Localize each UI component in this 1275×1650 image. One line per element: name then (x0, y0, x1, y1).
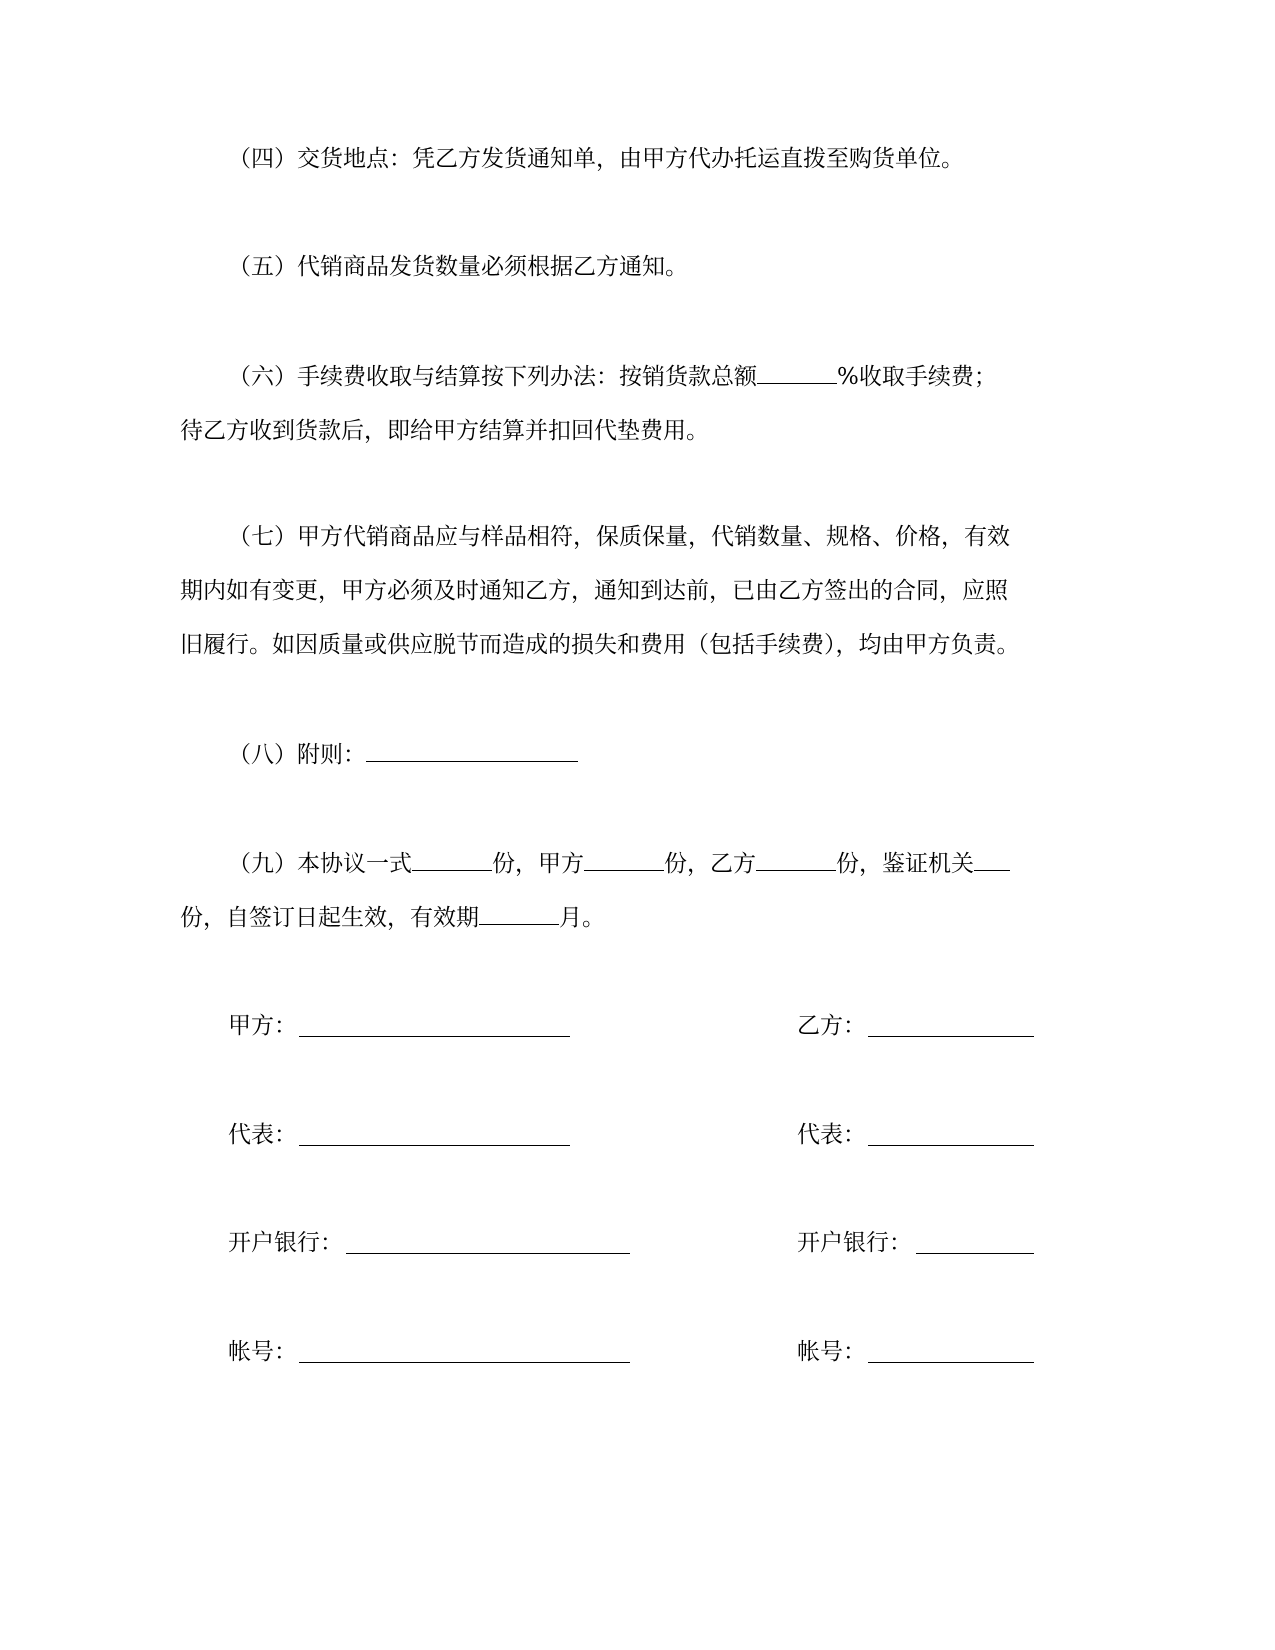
party-b-account-line[interactable] (868, 1362, 1034, 1363)
clause-6-text-after: %收取手续费； (837, 364, 997, 390)
clause-6-text-before: （六）手续费收取与结算按下列办法：按销货款总额 (228, 364, 757, 390)
clause-7-text-line-1: （七）甲方代销商品应与样品相符，保质保量，代销数量、规格、价格，有效 (228, 524, 1010, 550)
party-b-account-label: 帐号： (797, 1339, 866, 1365)
party-b-representative-line[interactable] (868, 1145, 1034, 1146)
clause-4 (228, 144, 964, 174)
clause-6-line-2 (180, 416, 709, 446)
validity-months-blank[interactable] (479, 902, 559, 925)
party-b-label: 乙方： (797, 1013, 866, 1039)
clause-8 (228, 739, 578, 770)
clause-7-line-2 (180, 576, 1008, 606)
party-b-bank-line[interactable] (916, 1253, 1034, 1254)
party-a-account-line[interactable] (299, 1362, 630, 1363)
clause-7-line-3 (180, 630, 1020, 660)
party-b-copies-blank[interactable] (756, 848, 836, 871)
clause-6-text-line-2: 待乙方收到货款后，即给甲方结算并扣回代垫费用。 (180, 418, 709, 444)
clause-6-line-1 (228, 361, 997, 392)
party-a-representative-label: 代表： (228, 1122, 297, 1148)
total-copies-blank[interactable] (412, 848, 492, 871)
party-b-signature-line[interactable] (868, 1036, 1034, 1037)
clause-9-line-2-part-2: 月。 (559, 905, 605, 931)
clause-9-part-4: 份，鉴证机关 (836, 851, 974, 877)
notary-copies-blank[interactable] (974, 848, 1010, 871)
party-a-bank-line[interactable] (346, 1253, 630, 1254)
party-a-signature-line[interactable] (299, 1036, 570, 1037)
clause-8-label: （八）附则： (228, 742, 366, 768)
attachment-blank[interactable] (366, 739, 578, 762)
clause-7-text-line-2: 期内如有变更，甲方必须及时通知乙方，通知到达前，已由乙方签出的合同，应照 (180, 578, 1008, 604)
clause-7-line-1 (228, 522, 1010, 552)
party-b-representative-label: 代表： (797, 1122, 866, 1148)
party-a-label: 甲方： (228, 1013, 297, 1039)
clause-5 (228, 252, 688, 282)
clause-9-line-2-part-1: 份，自签订日起生效，有效期 (180, 905, 479, 931)
clause-9-part-1: （九）本协议一式 (228, 851, 412, 877)
party-a-representative-line[interactable] (299, 1145, 570, 1146)
party-b-bank-label: 开户银行： (797, 1230, 912, 1256)
fee-percent-blank[interactable] (757, 361, 837, 384)
clause-9-line-2 (180, 902, 605, 933)
clause-5-text: （五）代销商品发货数量必须根据乙方通知。 (228, 254, 688, 280)
party-a-account-label: 帐号： (228, 1339, 297, 1365)
clause-9-part-3: 份，乙方 (664, 851, 756, 877)
clause-9-part-2: 份，甲方 (492, 851, 584, 877)
party-a-copies-blank[interactable] (584, 848, 664, 871)
clause-9-line-1 (228, 848, 1010, 879)
clause-7-text-line-3: 旧履行。如因质量或供应脱节而造成的损失和费用（包括手续费），均由甲方负责。 (180, 632, 1020, 658)
party-a-bank-label: 开户银行： (228, 1230, 343, 1256)
clause-4-text: （四）交货地点：凭乙方发货通知单，由甲方代办托运直拨至购货单位。 (228, 146, 964, 172)
